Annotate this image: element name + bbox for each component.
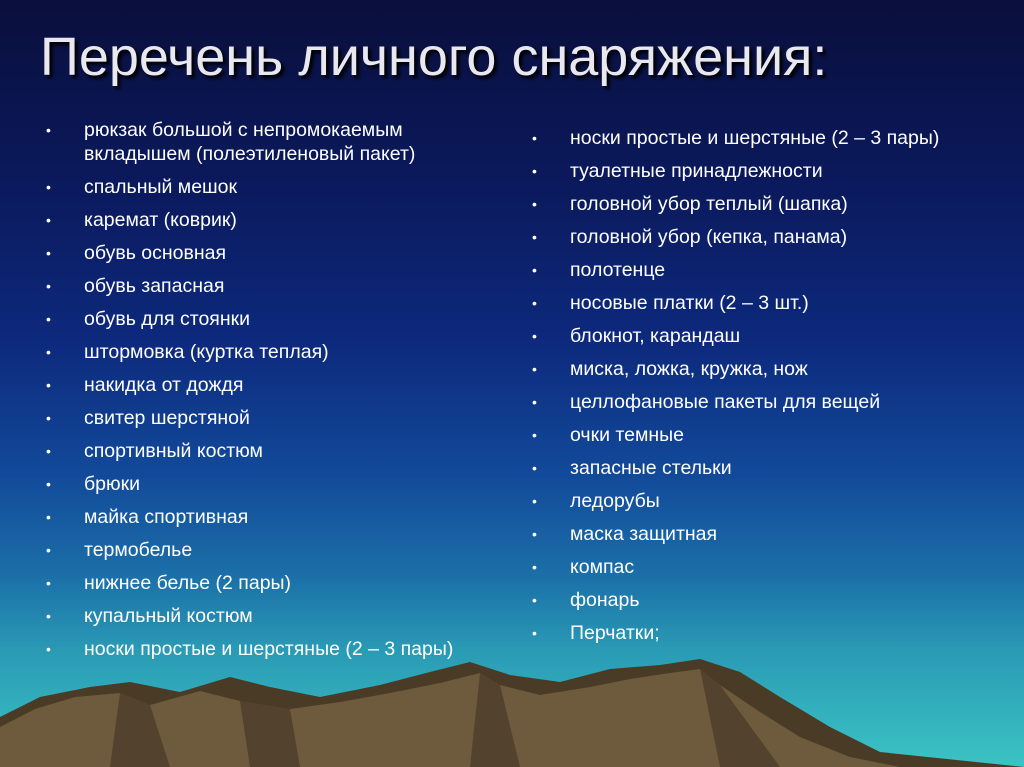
bullet-icon: • bbox=[532, 394, 537, 410]
list-item bbox=[532, 192, 972, 216]
bullet-icon: • bbox=[46, 575, 51, 591]
item-text: рюкзак большой с непромокаемым вкладышем (полеэтиленовый пакет) bbox=[84, 119, 416, 165]
bullet-icon: • bbox=[532, 196, 537, 212]
item-text: каремат (коврик) bbox=[84, 209, 237, 231]
bullet-icon: • bbox=[46, 443, 51, 459]
bullet-icon: • bbox=[532, 295, 537, 311]
item-text: свитер шерстяной bbox=[84, 407, 250, 429]
list-item bbox=[532, 225, 972, 249]
list-item bbox=[532, 159, 972, 183]
item-text: брюки bbox=[84, 473, 141, 495]
item-text: спортивный костюм bbox=[84, 440, 263, 462]
bullet-icon: • bbox=[532, 427, 537, 443]
bullet-icon: • bbox=[46, 509, 51, 525]
list-item bbox=[532, 291, 972, 315]
item-text: накидка от дождя bbox=[84, 374, 244, 396]
bullet-icon: • bbox=[532, 592, 537, 608]
list-item bbox=[46, 175, 486, 199]
list-item bbox=[46, 571, 486, 595]
list-item bbox=[532, 324, 972, 348]
bullet-icon: • bbox=[532, 493, 537, 509]
item-text: штормовка (куртка теплая) bbox=[84, 341, 329, 363]
bullet-icon: • bbox=[46, 476, 51, 492]
bullet-icon: • bbox=[532, 526, 537, 542]
item-text: носки простые и шерстяные (2 – 3 пары) bbox=[570, 127, 940, 149]
list-item bbox=[532, 522, 972, 546]
item-text: целлофановые пакеты для вещей bbox=[570, 391, 881, 413]
item-text: обувь для стоянки bbox=[84, 308, 251, 330]
item-text: нижнее белье (2 пары) bbox=[84, 572, 292, 594]
item-text: компас bbox=[570, 556, 635, 578]
list-item bbox=[46, 118, 486, 166]
list-item bbox=[532, 126, 972, 150]
bullet-icon: • bbox=[532, 361, 537, 377]
item-text: термобелье bbox=[84, 539, 193, 561]
item-text: головной убор (кепка, панама) bbox=[570, 226, 848, 248]
list-item bbox=[532, 489, 972, 513]
list-item bbox=[46, 505, 486, 529]
equipment-list-right bbox=[532, 126, 972, 654]
item-text: полотенце bbox=[570, 259, 666, 281]
bullet-icon: • bbox=[46, 278, 51, 294]
bullet-icon: • bbox=[532, 163, 537, 179]
bullet-icon: • bbox=[532, 460, 537, 476]
item-text: фонарь bbox=[570, 589, 640, 611]
item-text: майка спортивная bbox=[84, 506, 249, 528]
mountain-range-image bbox=[0, 657, 1024, 767]
bullet-icon: • bbox=[46, 311, 51, 327]
list-item bbox=[46, 340, 486, 364]
bullet-icon: • bbox=[46, 245, 51, 261]
bullet-icon: • bbox=[46, 410, 51, 426]
item-text: носки простые и шерстяные (2 – 3 пары) bbox=[84, 638, 454, 660]
bullet-icon: • bbox=[46, 179, 51, 195]
bullet-icon: • bbox=[46, 344, 51, 360]
bullet-icon: • bbox=[46, 377, 51, 393]
list-item bbox=[532, 588, 972, 612]
item-text: маска защитная bbox=[570, 523, 718, 545]
list-item bbox=[46, 208, 486, 232]
list-item bbox=[532, 621, 972, 645]
item-text: обувь основная bbox=[84, 242, 227, 264]
bullet-icon: • bbox=[532, 625, 537, 641]
item-text: носовые платки (2 – 3 шт.) bbox=[570, 292, 809, 314]
item-text: очки темные bbox=[570, 424, 685, 446]
list-item bbox=[532, 357, 972, 381]
list-item bbox=[46, 472, 486, 496]
list-item bbox=[46, 406, 486, 430]
list-item bbox=[46, 373, 486, 397]
bullet-icon: • bbox=[46, 122, 51, 138]
bullet-icon: • bbox=[46, 542, 51, 558]
list-item bbox=[46, 604, 486, 628]
bullet-icon: • bbox=[46, 212, 51, 228]
bullet-icon: • bbox=[532, 559, 537, 575]
list-item bbox=[46, 241, 486, 265]
item-text: Перчатки; bbox=[570, 622, 660, 644]
list-item bbox=[46, 637, 486, 661]
list-item bbox=[532, 390, 972, 414]
item-text: ледорубы bbox=[570, 490, 660, 512]
item-text: обувь запасная bbox=[84, 275, 225, 297]
item-text: блокнот, карандаш bbox=[570, 325, 741, 347]
list-item bbox=[532, 258, 972, 282]
list-item bbox=[46, 274, 486, 298]
bullet-icon: • bbox=[532, 262, 537, 278]
bullet-icon: • bbox=[532, 229, 537, 245]
item-text: запасные стельки bbox=[570, 457, 732, 479]
list-item bbox=[532, 555, 972, 579]
list-item bbox=[532, 456, 972, 480]
list-item bbox=[532, 423, 972, 447]
list-item bbox=[46, 439, 486, 463]
bullet-icon: • bbox=[46, 608, 51, 624]
item-text: спальный мешок bbox=[84, 176, 238, 198]
item-text: миска, ложка, кружка, нож bbox=[570, 358, 808, 380]
item-text: туалетные принадлежности bbox=[570, 160, 823, 182]
item-text: купальный костюм bbox=[84, 605, 253, 627]
equipment-list-left bbox=[46, 118, 486, 670]
list-item bbox=[46, 307, 486, 331]
slide-title: Перечень личного снаряжения: bbox=[40, 27, 828, 87]
bullet-icon: • bbox=[46, 641, 51, 657]
list-item bbox=[46, 538, 486, 562]
bullet-icon: • bbox=[532, 130, 537, 146]
item-text: головной убор теплый (шапка) bbox=[570, 193, 848, 215]
bullet-icon: • bbox=[532, 328, 537, 344]
